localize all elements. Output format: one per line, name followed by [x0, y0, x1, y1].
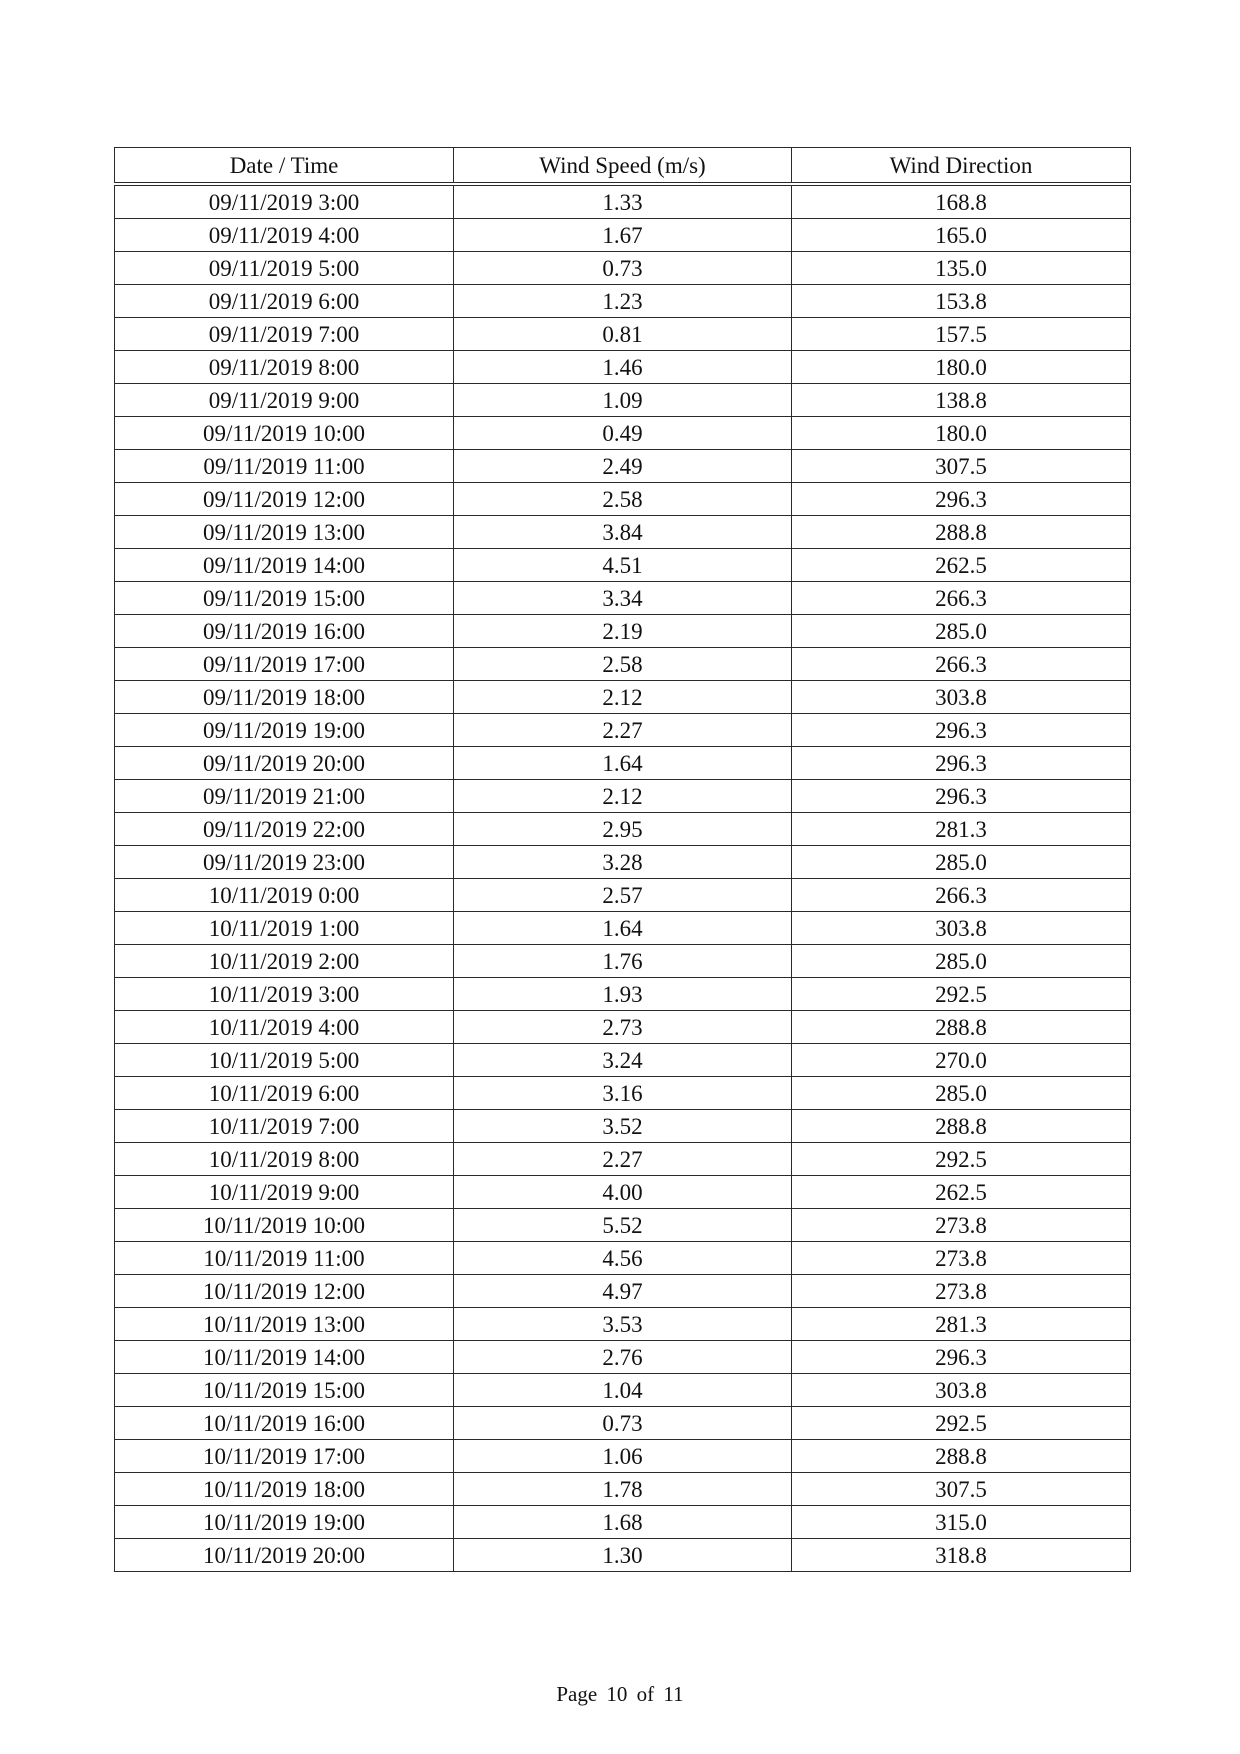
cell-date-time: 10/11/2019 12:00 [115, 1275, 454, 1308]
cell-date-time: 09/11/2019 6:00 [115, 285, 454, 318]
cell-wind-speed: 3.34 [454, 582, 792, 615]
header-row [115, 148, 1131, 185]
table-row [115, 879, 1131, 912]
cell-wind-speed: 2.58 [454, 648, 792, 681]
cell-wind-direction: 303.8 [792, 681, 1131, 714]
cell-wind-direction: 296.3 [792, 747, 1131, 780]
cell-wind-direction: 288.8 [792, 1440, 1131, 1473]
cell-date-time: 09/11/2019 12:00 [115, 483, 454, 516]
cell-date-time: 09/11/2019 11:00 [115, 450, 454, 483]
cell-wind-speed: 3.84 [454, 516, 792, 549]
cell-wind-speed: 3.16 [454, 1077, 792, 1110]
cell-wind-direction: 168.8 [792, 184, 1131, 219]
table-row [115, 978, 1131, 1011]
cell-wind-speed: 2.76 [454, 1341, 792, 1374]
table-row [115, 483, 1131, 516]
header-wind-direction: Wind Direction [792, 148, 1131, 185]
cell-wind-speed: 3.53 [454, 1308, 792, 1341]
cell-wind-speed: 4.56 [454, 1242, 792, 1275]
cell-wind-direction: 292.5 [792, 1407, 1131, 1440]
table-row [115, 846, 1131, 879]
cell-wind-direction: 262.5 [792, 1176, 1131, 1209]
table-row [115, 1440, 1131, 1473]
cell-wind-speed: 1.46 [454, 351, 792, 384]
table-row [115, 450, 1131, 483]
cell-date-time: 09/11/2019 13:00 [115, 516, 454, 549]
table-row [115, 1341, 1131, 1374]
cell-date-time: 09/11/2019 21:00 [115, 780, 454, 813]
table-row [115, 1407, 1131, 1440]
cell-wind-speed: 1.33 [454, 184, 792, 219]
cell-date-time: 10/11/2019 4:00 [115, 1011, 454, 1044]
table-row [115, 549, 1131, 582]
cell-date-time: 10/11/2019 15:00 [115, 1374, 454, 1407]
cell-wind-direction: 303.8 [792, 1374, 1131, 1407]
table-row [115, 1176, 1131, 1209]
table-row [115, 417, 1131, 450]
table-row [115, 1242, 1131, 1275]
cell-wind-speed: 2.95 [454, 813, 792, 846]
cell-date-time: 09/11/2019 9:00 [115, 384, 454, 417]
cell-date-time: 09/11/2019 5:00 [115, 252, 454, 285]
header-wind-speed: Wind Speed (m/s) [454, 148, 792, 185]
table-row [115, 714, 1131, 747]
cell-wind-speed: 3.28 [454, 846, 792, 879]
cell-date-time: 10/11/2019 11:00 [115, 1242, 454, 1275]
cell-wind-direction: 266.3 [792, 879, 1131, 912]
cell-wind-direction: 273.8 [792, 1242, 1131, 1275]
cell-date-time: 10/11/2019 7:00 [115, 1110, 454, 1143]
cell-date-time: 10/11/2019 2:00 [115, 945, 454, 978]
cell-wind-speed: 1.64 [454, 912, 792, 945]
cell-date-time: 10/11/2019 18:00 [115, 1473, 454, 1506]
cell-wind-direction: 281.3 [792, 1308, 1131, 1341]
cell-wind-speed: 1.30 [454, 1539, 792, 1572]
cell-wind-speed: 4.51 [454, 549, 792, 582]
cell-date-time: 09/11/2019 3:00 [115, 184, 454, 219]
table-row [115, 780, 1131, 813]
table-row [115, 351, 1131, 384]
cell-wind-direction: 296.3 [792, 1341, 1131, 1374]
cell-wind-direction: 292.5 [792, 978, 1131, 1011]
cell-wind-direction: 266.3 [792, 648, 1131, 681]
cell-wind-speed: 0.73 [454, 1407, 792, 1440]
table-row [115, 384, 1131, 417]
cell-wind-direction: 266.3 [792, 582, 1131, 615]
cell-date-time: 10/11/2019 16:00 [115, 1407, 454, 1440]
table-row [115, 252, 1131, 285]
cell-date-time: 10/11/2019 3:00 [115, 978, 454, 1011]
cell-wind-direction: 180.0 [792, 351, 1131, 384]
cell-wind-speed: 2.49 [454, 450, 792, 483]
cell-date-time: 09/11/2019 16:00 [115, 615, 454, 648]
cell-date-time: 09/11/2019 8:00 [115, 351, 454, 384]
cell-date-time: 09/11/2019 23:00 [115, 846, 454, 879]
cell-date-time: 09/11/2019 7:00 [115, 318, 454, 351]
cell-wind-speed: 1.64 [454, 747, 792, 780]
cell-wind-direction: 285.0 [792, 846, 1131, 879]
table-row [115, 615, 1131, 648]
cell-date-time: 09/11/2019 18:00 [115, 681, 454, 714]
cell-wind-speed: 2.12 [454, 780, 792, 813]
cell-wind-direction: 262.5 [792, 549, 1131, 582]
table-row [115, 1473, 1131, 1506]
table-row [115, 1308, 1131, 1341]
table-row [115, 1011, 1131, 1044]
wind-data-table [114, 147, 1131, 1572]
cell-wind-speed: 2.27 [454, 714, 792, 747]
cell-wind-direction: 281.3 [792, 813, 1131, 846]
cell-date-time: 10/11/2019 0:00 [115, 879, 454, 912]
cell-date-time: 09/11/2019 14:00 [115, 549, 454, 582]
cell-wind-direction: 292.5 [792, 1143, 1131, 1176]
cell-wind-speed: 1.06 [454, 1440, 792, 1473]
page-number: Page 10 of 11 [556, 1682, 684, 1706]
cell-wind-direction: 303.8 [792, 912, 1131, 945]
cell-date-time: 10/11/2019 19:00 [115, 1506, 454, 1539]
table-row [115, 648, 1131, 681]
table-row [115, 1539, 1131, 1572]
cell-wind-direction: 138.8 [792, 384, 1131, 417]
cell-date-time: 09/11/2019 4:00 [115, 219, 454, 252]
cell-wind-speed: 1.09 [454, 384, 792, 417]
cell-date-time: 10/11/2019 17:00 [115, 1440, 454, 1473]
cell-date-time: 10/11/2019 6:00 [115, 1077, 454, 1110]
cell-wind-direction: 273.8 [792, 1209, 1131, 1242]
cell-wind-speed: 1.93 [454, 978, 792, 1011]
cell-date-time: 09/11/2019 10:00 [115, 417, 454, 450]
table-row [115, 219, 1131, 252]
cell-wind-direction: 157.5 [792, 318, 1131, 351]
cell-date-time: 09/11/2019 20:00 [115, 747, 454, 780]
cell-date-time: 10/11/2019 10:00 [115, 1209, 454, 1242]
cell-wind-speed: 2.19 [454, 615, 792, 648]
table-row [115, 1275, 1131, 1308]
cell-wind-direction: 285.0 [792, 945, 1131, 978]
cell-wind-direction: 318.8 [792, 1539, 1131, 1572]
cell-wind-speed: 2.73 [454, 1011, 792, 1044]
cell-wind-speed: 3.52 [454, 1110, 792, 1143]
cell-wind-direction: 285.0 [792, 1077, 1131, 1110]
cell-date-time: 09/11/2019 17:00 [115, 648, 454, 681]
cell-wind-direction: 288.8 [792, 1011, 1131, 1044]
cell-wind-speed: 4.97 [454, 1275, 792, 1308]
cell-wind-speed: 1.76 [454, 945, 792, 978]
cell-wind-direction: 285.0 [792, 615, 1131, 648]
cell-wind-direction: 307.5 [792, 450, 1131, 483]
cell-wind-speed: 2.12 [454, 681, 792, 714]
cell-date-time: 09/11/2019 22:00 [115, 813, 454, 846]
cell-wind-speed: 0.81 [454, 318, 792, 351]
table-row [115, 1110, 1131, 1143]
cell-wind-direction: 307.5 [792, 1473, 1131, 1506]
cell-date-time: 10/11/2019 8:00 [115, 1143, 454, 1176]
cell-wind-direction: 296.3 [792, 714, 1131, 747]
cell-wind-direction: 296.3 [792, 780, 1131, 813]
cell-wind-speed: 5.52 [454, 1209, 792, 1242]
table-row [115, 681, 1131, 714]
cell-wind-direction: 296.3 [792, 483, 1131, 516]
cell-wind-direction: 153.8 [792, 285, 1131, 318]
cell-wind-speed: 0.49 [454, 417, 792, 450]
cell-wind-direction: 288.8 [792, 516, 1131, 549]
table-row [115, 184, 1131, 219]
cell-date-time: 09/11/2019 15:00 [115, 582, 454, 615]
table-row [115, 285, 1131, 318]
table-row [115, 1044, 1131, 1077]
cell-wind-direction: 180.0 [792, 417, 1131, 450]
cell-wind-speed: 1.78 [454, 1473, 792, 1506]
header-date-time: Date / Time [115, 148, 454, 185]
table-row [115, 1077, 1131, 1110]
cell-wind-speed: 2.57 [454, 879, 792, 912]
table-row [115, 1209, 1131, 1242]
table-row [115, 582, 1131, 615]
cell-wind-speed: 1.23 [454, 285, 792, 318]
table-header [115, 148, 1131, 185]
table-row [115, 1143, 1131, 1176]
cell-wind-direction: 165.0 [792, 219, 1131, 252]
cell-wind-direction: 135.0 [792, 252, 1131, 285]
cell-date-time: 10/11/2019 1:00 [115, 912, 454, 945]
table-row [115, 516, 1131, 549]
cell-wind-direction: 270.0 [792, 1044, 1131, 1077]
cell-date-time: 10/11/2019 14:00 [115, 1341, 454, 1374]
cell-wind-speed: 0.73 [454, 252, 792, 285]
cell-date-time: 10/11/2019 9:00 [115, 1176, 454, 1209]
cell-wind-speed: 1.04 [454, 1374, 792, 1407]
cell-wind-direction: 288.8 [792, 1110, 1131, 1143]
cell-wind-speed: 1.68 [454, 1506, 792, 1539]
cell-wind-direction: 315.0 [792, 1506, 1131, 1539]
cell-wind-direction: 273.8 [792, 1275, 1131, 1308]
cell-wind-speed: 1.67 [454, 219, 792, 252]
table-row [115, 1506, 1131, 1539]
table-row [115, 747, 1131, 780]
table-row [115, 813, 1131, 846]
cell-date-time: 10/11/2019 13:00 [115, 1308, 454, 1341]
cell-wind-speed: 2.58 [454, 483, 792, 516]
cell-date-time: 09/11/2019 19:00 [115, 714, 454, 747]
table-body [115, 184, 1131, 1572]
cell-wind-speed: 3.24 [454, 1044, 792, 1077]
cell-wind-speed: 2.27 [454, 1143, 792, 1176]
cell-date-time: 10/11/2019 5:00 [115, 1044, 454, 1077]
table-row [115, 318, 1131, 351]
table-row [115, 912, 1131, 945]
cell-wind-speed: 4.00 [454, 1176, 792, 1209]
table-row [115, 1374, 1131, 1407]
table-row [115, 945, 1131, 978]
cell-date-time: 10/11/2019 20:00 [115, 1539, 454, 1572]
